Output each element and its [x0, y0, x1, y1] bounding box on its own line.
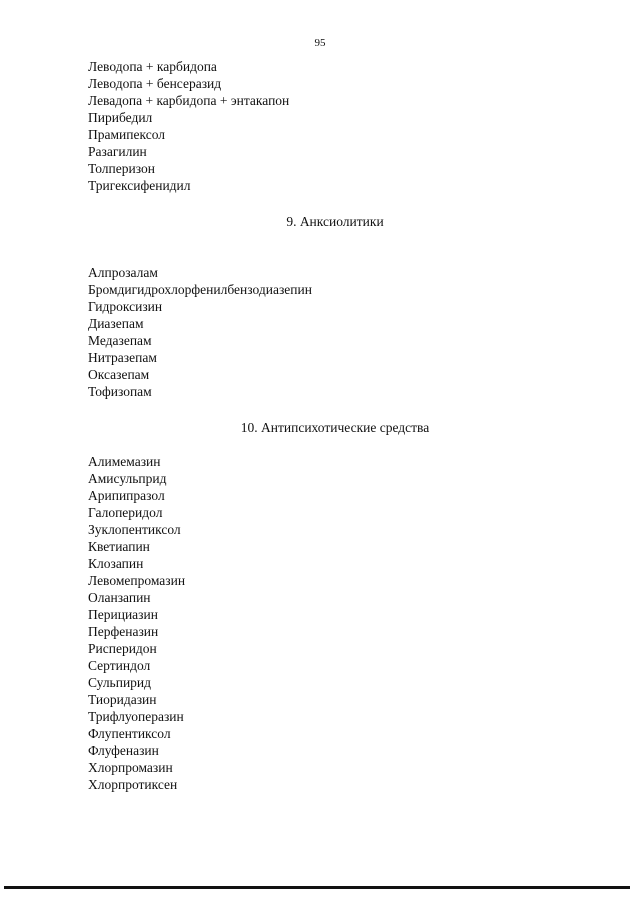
- list-item: Пирибедил: [88, 110, 153, 125]
- drug-list-continued: [88, 58, 289, 194]
- section-heading-anxiolytics: 9. Анксиолитики: [286, 214, 384, 229]
- list-item: Сертиндол: [88, 658, 151, 673]
- list-item: Рисперидон: [88, 641, 157, 656]
- list-item: Флупентиксол: [88, 726, 171, 741]
- list-item: Оксазепам: [88, 367, 150, 382]
- list-item: Бромдигидрохлорфенилбензодиазепин: [88, 282, 312, 297]
- list-item: Арипипразол: [88, 488, 165, 503]
- list-item: Тофизопам: [88, 384, 152, 399]
- page-number: 95: [314, 37, 326, 49]
- list-item: Диазепам: [88, 316, 144, 331]
- list-item: Левомепромазин: [88, 573, 186, 588]
- list-item: Перициазин: [88, 607, 158, 622]
- list-item: Нитразепам: [88, 350, 157, 365]
- list-item: Алпрозалам: [88, 265, 158, 280]
- list-item: Амисульприд: [88, 471, 167, 486]
- list-item: Толперизон: [88, 161, 155, 176]
- list-item: Трифлуоперазин: [88, 709, 184, 724]
- list-item: Тиоридазин: [88, 692, 157, 707]
- list-item: Зуклопентиксол: [88, 522, 181, 537]
- drug-list-anxiolytics: [88, 264, 312, 400]
- list-item: Разагилин: [88, 144, 147, 159]
- bottom-rule: [4, 886, 630, 889]
- list-item: Флуфеназин: [88, 743, 159, 758]
- list-item: Прамипексол: [88, 127, 165, 142]
- list-item: Хлорпротиксен: [88, 777, 178, 792]
- list-item: Кветиапин: [88, 539, 150, 554]
- list-item: Оланзапин: [88, 590, 151, 605]
- list-item: Тригексифенидил: [88, 178, 191, 193]
- list-item: Леводопа + бенсеразид: [88, 76, 222, 91]
- list-item: Леводопа + карбидопа: [88, 59, 217, 74]
- list-item: Сульпирид: [88, 675, 152, 690]
- list-item: Левадопа + карбидопа + энтакапон: [88, 93, 290, 108]
- drug-list-antipsychotics: [88, 453, 185, 793]
- list-item: Гидроксизин: [88, 299, 163, 314]
- list-item: Галоперидол: [88, 505, 163, 520]
- list-item: Хлорпромазин: [88, 760, 173, 775]
- list-item: Алимемазин: [88, 454, 161, 469]
- list-item: Медазепам: [88, 333, 152, 348]
- list-item: Клозапин: [88, 556, 144, 571]
- list-item: Перфеназин: [88, 624, 159, 639]
- section-heading-antipsychotics: 10. Антипсихотические средства: [240, 420, 430, 435]
